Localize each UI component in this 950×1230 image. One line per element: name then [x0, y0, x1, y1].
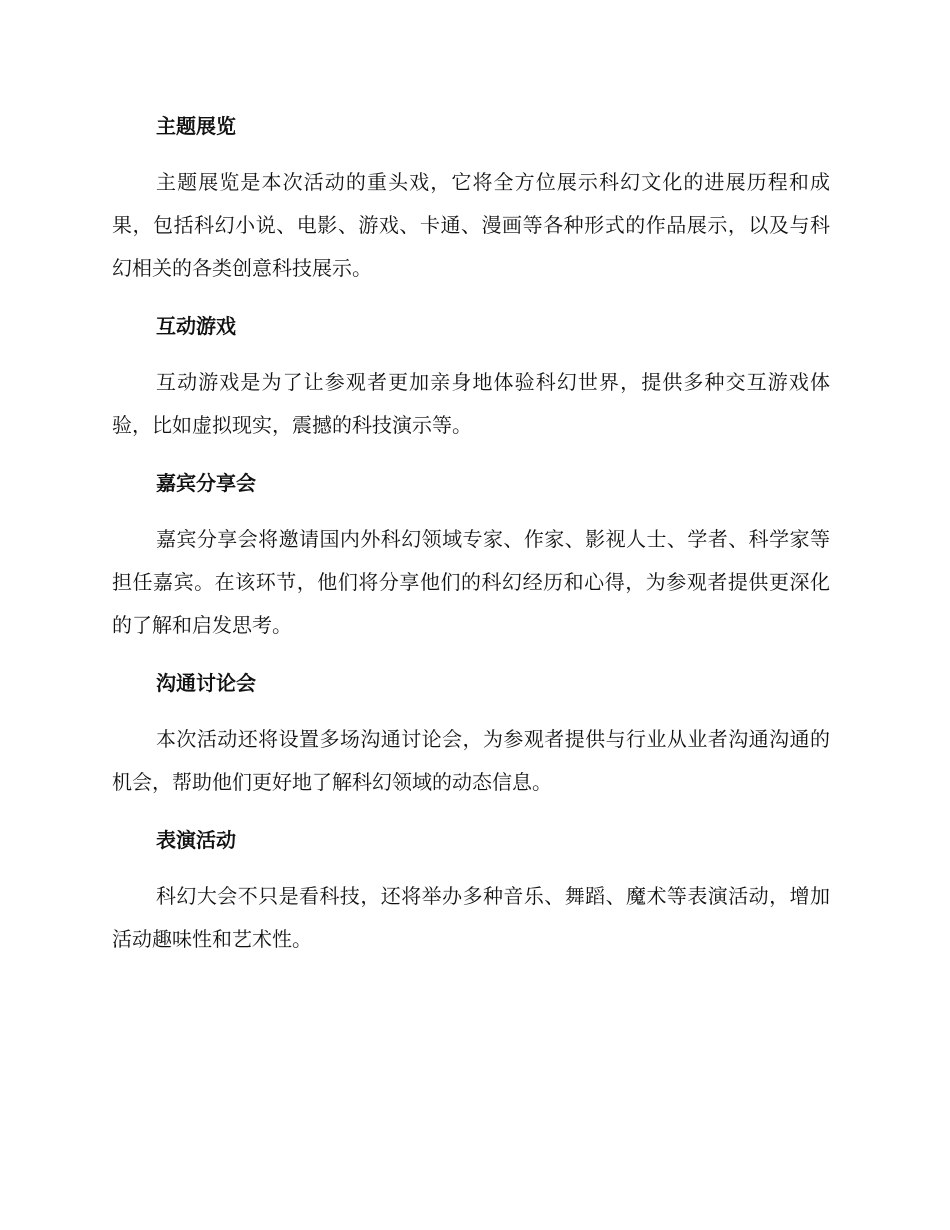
section-performances [112, 824, 830, 961]
section-heading: 表演活动 [156, 828, 236, 852]
section-heading: 主题展览 [156, 114, 236, 138]
section-paragraph: 嘉宾分享会将邀请国内外科幻领域专家、作家、影视人士、学者、科学家等担任嘉宾。在该环节，他们将分享他们的科幻经历和心得，为参观者提供更深化的了解和启发思考。 [112, 527, 830, 637]
section-theme-exhibition [112, 110, 830, 290]
section-heading: 互动游戏 [156, 314, 236, 338]
section-heading: 嘉宾分享会 [156, 471, 256, 495]
section-interactive-games [112, 310, 830, 447]
section-discussion [112, 667, 830, 804]
section-paragraph: 本次活动还将设置多场沟通讨论会，为参观者提供与行业从业者沟通沟通的机会，帮助他们更好地了解科幻领域的动态信息。 [112, 727, 830, 794]
section-paragraph: 互动游戏是为了让参观者更加亲身地体验科幻世界，提供多种交互游戏体验，比如虚拟现实，震撼的科技演示等。 [112, 370, 830, 437]
section-paragraph: 科幻大会不只是看科技，还将举办多种音乐、舞蹈、魔术等表演活动，增加活动趣味性和艺术性。 [112, 884, 830, 951]
section-heading: 沟通讨论会 [156, 671, 256, 695]
section-paragraph: 主题展览是本次活动的重头戏，它将全方位展示科幻文化的进展历程和成果，包括科幻小说、电影、游戏、卡通、漫画等各种形式的作品展示，以及与科幻相关的各类创意科技展示。 [112, 170, 830, 280]
section-guest-sharing [112, 467, 830, 647]
document-page [112, 110, 830, 981]
